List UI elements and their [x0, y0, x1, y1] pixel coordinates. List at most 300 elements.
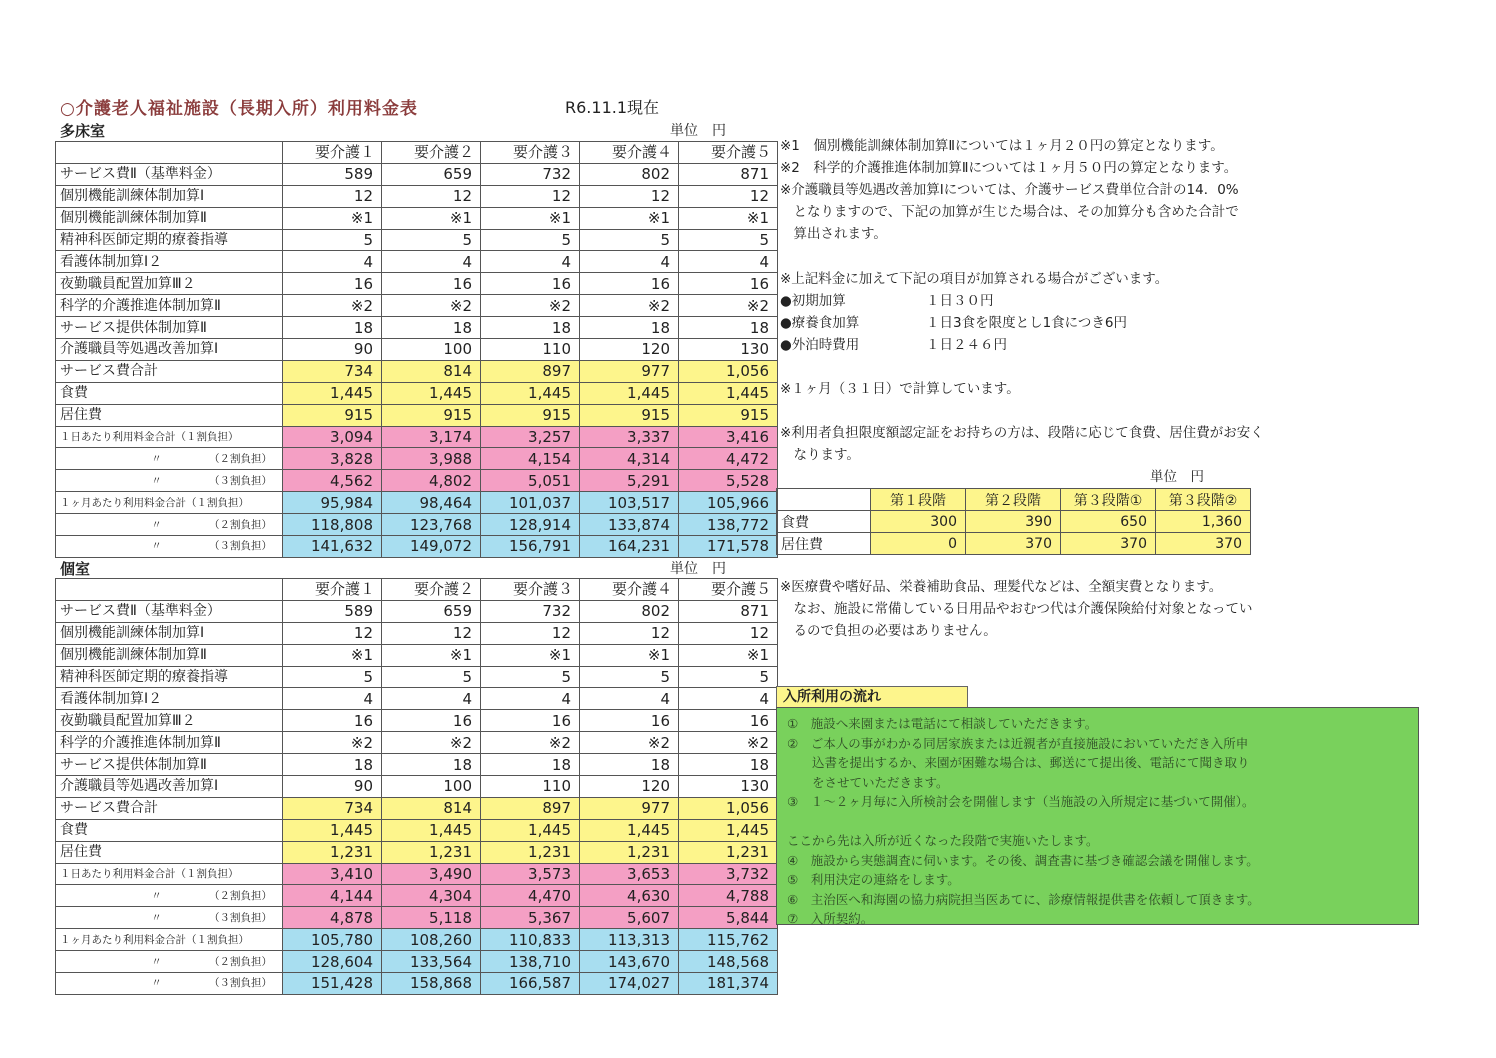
- table-cell: 149,072: [382, 536, 481, 558]
- table-cell: 16: [382, 273, 481, 295]
- table-cell: 105,966: [679, 492, 778, 514]
- table-cell: 12: [481, 622, 580, 644]
- table-cell: 3,732: [679, 863, 778, 885]
- note-line: ※医療費や嗜好品、栄養補助食品、理髪代などは、全額実費となります。: [780, 579, 1223, 595]
- table-cell: 171,578: [679, 536, 778, 558]
- table-row: [56, 426, 778, 448]
- table-row: [56, 710, 778, 732]
- table-cell: 90: [283, 339, 382, 361]
- table-cell: 4,562: [283, 470, 382, 492]
- row-label: １ヶ月あたり利用料金合計（１割負担）: [56, 929, 283, 951]
- row-label: 介護職員等処遇改善加算Ⅰ: [56, 339, 283, 361]
- note-line: ※介護職員等処遇改善加算Ⅰについては、介護サービス費単位合計の14．0%: [780, 182, 1239, 198]
- table-row: [56, 470, 778, 492]
- column-header: 要介護１: [283, 142, 382, 164]
- table-cell: 915: [580, 404, 679, 426]
- table-cell: 5: [580, 229, 679, 251]
- table-cell: 897: [481, 360, 580, 382]
- row-label: 〃 （２割負担）: [56, 951, 283, 973]
- table-cell: 3,257: [481, 426, 580, 448]
- extra-item-value: １日２４６円: [926, 337, 1007, 353]
- table-cell: 802: [580, 163, 679, 185]
- row-label: 〃 （３割負担）: [56, 470, 283, 492]
- table-cell: 5,528: [679, 470, 778, 492]
- table-cell: 1,445: [382, 382, 481, 404]
- table-cell: 5: [283, 666, 382, 688]
- table-cell: 370: [1156, 533, 1251, 555]
- table-cell: 5,607: [580, 907, 679, 929]
- row-label: 個別機能訓練体制加算Ⅰ: [56, 622, 283, 644]
- row-label: 〃 （３割負担）: [56, 536, 283, 558]
- table-cell: 3,490: [382, 863, 481, 885]
- date-label: R6.11.1現在: [565, 98, 660, 117]
- header-row: [56, 142, 778, 164]
- table-cell: 18: [580, 754, 679, 776]
- table-cell: 3,410: [283, 863, 382, 885]
- note-line: るので負担の必要はありません。: [780, 623, 997, 639]
- row-label: 居住費: [777, 533, 871, 555]
- table-row: [56, 448, 778, 470]
- table-cell: 151,428: [283, 973, 382, 995]
- table-cell: 1,445: [580, 819, 679, 841]
- row-label: １日あたり利用料金合計（１割負担）: [56, 863, 283, 885]
- table-cell: 3,094: [283, 426, 382, 448]
- table-cell: 5,844: [679, 907, 778, 929]
- table-cell: 164,231: [580, 536, 679, 558]
- table-row: [56, 863, 778, 885]
- table-cell: ※1: [283, 644, 382, 666]
- table-row: [56, 666, 778, 688]
- table-cell: 4,788: [679, 885, 778, 907]
- table-cell: 4,802: [382, 470, 481, 492]
- table-cell: 110: [481, 776, 580, 798]
- table-cell: 5,291: [580, 470, 679, 492]
- table-cell: 5: [679, 229, 778, 251]
- table-cell: 18: [283, 754, 382, 776]
- column-header: 要介護１: [283, 579, 382, 601]
- row-label: 個別機能訓練体制加算Ⅱ: [56, 644, 283, 666]
- extra-item: [780, 334, 1264, 356]
- table-cell: 1,445: [481, 819, 580, 841]
- table-cell: 3,828: [283, 448, 382, 470]
- table-cell: 16: [283, 273, 382, 295]
- row-label: サービス費Ⅱ（基準料金）: [56, 163, 283, 185]
- table-cell: 12: [283, 185, 382, 207]
- table-cell: 1,056: [679, 360, 778, 382]
- table-row: [56, 841, 778, 863]
- admission-flow-box: [776, 707, 1419, 925]
- section-title-private-room: 個室: [60, 560, 91, 578]
- table-cell: 1,056: [679, 797, 778, 819]
- table-cell: ※1: [679, 207, 778, 229]
- table-cell: 130: [679, 776, 778, 798]
- table-cell: 138,710: [481, 951, 580, 973]
- extra-item: [780, 290, 1264, 312]
- table-cell: 123,768: [382, 514, 481, 536]
- row-label: 〃 （２割負担）: [56, 514, 283, 536]
- table-cell: 5,118: [382, 907, 481, 929]
- table-cell: 12: [481, 185, 580, 207]
- table-cell: 5,051: [481, 470, 580, 492]
- row-label: 〃 （２割負担）: [56, 448, 283, 470]
- table-cell: 1,231: [481, 841, 580, 863]
- table-row: [56, 929, 778, 951]
- table-cell: 1,445: [283, 382, 382, 404]
- table-cell: 1,445: [580, 382, 679, 404]
- table-cell: 3,573: [481, 863, 580, 885]
- table-cell: 18: [481, 754, 580, 776]
- table-cell: 5: [481, 666, 580, 688]
- table-cell: 5: [679, 666, 778, 688]
- table-row: [56, 885, 778, 907]
- table-row: [56, 797, 778, 819]
- table-cell: 915: [481, 404, 580, 426]
- table-cell: 133,564: [382, 951, 481, 973]
- table-cell: 4: [283, 251, 382, 273]
- table-cell: 174,027: [580, 973, 679, 995]
- extra-item-name: ●外泊時費用: [780, 337, 860, 353]
- table-row: [56, 973, 778, 995]
- table-cell: ※2: [481, 295, 580, 317]
- table-cell: 3,416: [679, 426, 778, 448]
- row-label: 科学的介護推進体制加算Ⅱ: [56, 732, 283, 754]
- note-line: 算出されます。: [780, 226, 887, 242]
- table-cell: 1,231: [679, 841, 778, 863]
- table-cell: 12: [580, 622, 679, 644]
- table-cell: 871: [679, 163, 778, 185]
- extra-items: [780, 290, 1264, 356]
- table-cell: 4: [481, 688, 580, 710]
- table-cell: 113,313: [580, 929, 679, 951]
- table-cell: 0: [871, 533, 966, 555]
- table-cell: 1,445: [481, 382, 580, 404]
- table-cell: 128,604: [283, 951, 382, 973]
- table-cell: ※2: [283, 295, 382, 317]
- table-cell: 1,231: [283, 841, 382, 863]
- flow-line: 込書を提出するか、来園が困難な場合は、郵送にて提出後、電話にて聞き取り: [787, 755, 1250, 770]
- column-header: 要介護３: [481, 579, 580, 601]
- table-cell: 589: [283, 163, 382, 185]
- note-line: なお、施設に常備している日用品やおむつ代は介護保険給付対象となってい: [780, 601, 1253, 617]
- table-cell: 915: [382, 404, 481, 426]
- table-cell: 734: [283, 797, 382, 819]
- row-label: 夜勤職員配置加算Ⅲ２: [56, 710, 283, 732]
- table-cell: 4: [679, 251, 778, 273]
- table-row: [56, 492, 778, 514]
- row-label: 居住費: [56, 841, 283, 863]
- note-line: ※1 個別機能訓練体制加算Ⅱについては１ヶ月２０円の算定となります。: [780, 138, 1224, 154]
- table-row: [56, 600, 778, 622]
- table-cell: 16: [580, 273, 679, 295]
- table-cell: 101,037: [481, 492, 580, 514]
- table-cell: 732: [481, 600, 580, 622]
- table-cell: ※2: [580, 732, 679, 754]
- flow-line: ⑤ 利用決定の連絡をします。: [787, 872, 960, 887]
- table-cell: ※2: [382, 295, 481, 317]
- row-label: 個別機能訓練体制加算Ⅰ: [56, 185, 283, 207]
- table-cell: ※1: [283, 207, 382, 229]
- column-header: 第３段階②: [1156, 489, 1251, 511]
- table-cell: 90: [283, 776, 382, 798]
- table-row: [56, 339, 778, 361]
- row-label: １日あたり利用料金合計（１割負担）: [56, 426, 283, 448]
- table-row: [56, 514, 778, 536]
- table-cell: 103,517: [580, 492, 679, 514]
- row-label: 科学的介護推進体制加算Ⅱ: [56, 295, 283, 317]
- table-cell: 1,445: [679, 819, 778, 841]
- table-row: [56, 185, 778, 207]
- table-cell: 814: [382, 360, 481, 382]
- extra-item-value: １日3食を限度とし1食につき6円: [926, 315, 1127, 331]
- table-cell: ※1: [481, 207, 580, 229]
- row-label: 看護体制加算Ⅰ２: [56, 688, 283, 710]
- flow-title: 入所利用の流れ: [776, 686, 968, 708]
- table-cell: 4: [580, 251, 679, 273]
- table-cell: 4: [679, 688, 778, 710]
- flow-line: [787, 812, 1408, 832]
- header-row: [777, 489, 1251, 511]
- table-cell: 156,791: [481, 536, 580, 558]
- table-cell: 118,808: [283, 514, 382, 536]
- table-cell: 977: [580, 360, 679, 382]
- table-cell: 12: [679, 185, 778, 207]
- extra-item: [780, 312, 1264, 334]
- row-label: 夜勤職員配置加算Ⅲ２: [56, 273, 283, 295]
- table-row: [56, 622, 778, 644]
- table-cell: ※1: [580, 207, 679, 229]
- page-title: ○介護老人福祉施設（長期入所）利用料金表: [60, 99, 418, 119]
- header-blank: [56, 142, 283, 164]
- table-cell: 659: [382, 600, 481, 622]
- table-cell: 1,445: [382, 819, 481, 841]
- column-header: 要介護５: [679, 579, 778, 601]
- table-cell: 12: [382, 622, 481, 644]
- table-row: [56, 688, 778, 710]
- row-label: サービス費合計: [56, 360, 283, 382]
- table-cell: 4,470: [481, 885, 580, 907]
- row-label: 食費: [777, 511, 871, 533]
- table-cell: 115,762: [679, 929, 778, 951]
- stage-unit-label: 単位 円: [1150, 469, 1204, 485]
- table-cell: 589: [283, 600, 382, 622]
- table-cell: 5: [382, 666, 481, 688]
- table-row: [56, 229, 778, 251]
- table-cell: 659: [382, 163, 481, 185]
- flow-line: ① 施設へ来園または電話にて相談していただきます。: [787, 716, 1098, 731]
- table-cell: 3,988: [382, 448, 481, 470]
- flow-line: をさせていただきます。: [787, 774, 949, 790]
- column-header: 要介護４: [580, 142, 679, 164]
- table-cell: 18: [679, 317, 778, 339]
- extra-item-name: ●初期加算: [780, 293, 846, 309]
- table-cell: 390: [966, 511, 1061, 533]
- table-cell: 1,360: [1156, 511, 1251, 533]
- table-cell: 16: [679, 273, 778, 295]
- table-row: [56, 404, 778, 426]
- column-header: 第２段階: [966, 489, 1061, 511]
- table-cell: 12: [382, 185, 481, 207]
- cert-note-2: なります。: [780, 447, 860, 463]
- table-cell: 300: [871, 511, 966, 533]
- table-cell: 4,144: [283, 885, 382, 907]
- table-cell: ※2: [481, 732, 580, 754]
- private-room-fee-table: [55, 578, 778, 995]
- unit-label: 単位 円: [670, 123, 726, 139]
- table-cell: ※2: [580, 295, 679, 317]
- table-cell: 370: [966, 533, 1061, 555]
- table-cell: 18: [382, 317, 481, 339]
- table-cell: 95,984: [283, 492, 382, 514]
- table-cell: 4: [382, 251, 481, 273]
- flow-line: ここから先は入所が近くなった段階で実施いたします。: [787, 833, 1099, 848]
- row-label: 食費: [56, 819, 283, 841]
- table-cell: 16: [481, 273, 580, 295]
- table-row: [56, 776, 778, 798]
- stage-fee-table: [776, 488, 1251, 555]
- table-row: [777, 533, 1251, 555]
- extra-intro: ※上記料金に加えて下記の項目が加算される場合がございます。: [780, 271, 1169, 287]
- column-header: 要介護４: [580, 579, 679, 601]
- table-cell: 1,231: [382, 841, 481, 863]
- table-cell: 4,304: [382, 885, 481, 907]
- table-cell: 110,833: [481, 929, 580, 951]
- table-cell: 915: [283, 404, 382, 426]
- table-cell: 130: [679, 339, 778, 361]
- table-row: [56, 382, 778, 404]
- row-label: 看護体制加算Ⅰ２: [56, 251, 283, 273]
- table-row: [56, 732, 778, 754]
- column-header: 要介護３: [481, 142, 580, 164]
- table-cell: 977: [580, 797, 679, 819]
- table-cell: 12: [283, 622, 382, 644]
- cert-note: ※利用者負担限度額認定証をお持ちの方は、段階に応じて食費、居住費がお安く: [780, 425, 1264, 441]
- flow-line: ② ご本人の事がわかる同居家族または近親者が直接施設においていただき入所申: [787, 735, 1249, 751]
- table-cell: 98,464: [382, 492, 481, 514]
- extra-item-name: ●療養食加算: [780, 315, 860, 331]
- table-cell: 128,914: [481, 514, 580, 536]
- column-header: 要介護２: [382, 579, 481, 601]
- table-cell: 105,780: [283, 929, 382, 951]
- table-cell: 3,337: [580, 426, 679, 448]
- flow-line: ⑦ 入所契約。: [787, 911, 874, 926]
- table-cell: 138,772: [679, 514, 778, 536]
- table-cell: 814: [382, 797, 481, 819]
- table-cell: 148,568: [679, 951, 778, 973]
- table-cell: 18: [580, 317, 679, 339]
- table-cell: 1,445: [283, 819, 382, 841]
- table-cell: 4,314: [580, 448, 679, 470]
- table-cell: 734: [283, 360, 382, 382]
- table-cell: 5: [283, 229, 382, 251]
- table-cell: 18: [679, 754, 778, 776]
- unit-label: 単位 円: [670, 561, 726, 577]
- table-cell: 4: [382, 688, 481, 710]
- table-row: [56, 754, 778, 776]
- header-blank: [777, 489, 871, 511]
- table-cell: 16: [481, 710, 580, 732]
- table-cell: 16: [382, 710, 481, 732]
- row-label: サービス費Ⅱ（基準料金）: [56, 600, 283, 622]
- column-header: 要介護２: [382, 142, 481, 164]
- table-cell: 143,670: [580, 951, 679, 973]
- notes-extra: [780, 268, 1264, 466]
- flow-line: ⑥ 主治医へ和海園の協力病院担当医あてに、診療情報提供書を依頼して頂きます。: [787, 891, 1260, 907]
- table-row: [56, 317, 778, 339]
- table-cell: 5: [382, 229, 481, 251]
- table-cell: 3,653: [580, 863, 679, 885]
- row-label: 居住費: [56, 404, 283, 426]
- table-cell: 110: [481, 339, 580, 361]
- table-cell: 4,878: [283, 907, 382, 929]
- table-row: [56, 536, 778, 558]
- table-cell: 4: [283, 688, 382, 710]
- table-cell: 181,374: [679, 973, 778, 995]
- table-cell: 871: [679, 600, 778, 622]
- note-line: ※2 科学的介護推進体制加算Ⅱについては１ヶ月５０円の算定となります。: [780, 160, 1238, 176]
- table-cell: 100: [382, 339, 481, 361]
- table-cell: 100: [382, 776, 481, 798]
- table-cell: 802: [580, 600, 679, 622]
- table-row: [56, 251, 778, 273]
- table-cell: 12: [580, 185, 679, 207]
- extra-item-value: １日３０円: [926, 293, 994, 309]
- table-cell: 897: [481, 797, 580, 819]
- table-cell: 4: [481, 251, 580, 273]
- table-cell: 732: [481, 163, 580, 185]
- table-cell: 18: [481, 317, 580, 339]
- table-cell: 4: [580, 688, 679, 710]
- table-row: [56, 907, 778, 929]
- table-cell: 16: [580, 710, 679, 732]
- notes-bottom: [780, 576, 1253, 642]
- table-cell: 4,472: [679, 448, 778, 470]
- table-row: [777, 511, 1251, 533]
- table-row: [56, 273, 778, 295]
- section-title-shared-room: 多床室: [60, 122, 106, 140]
- table-cell: ※1: [580, 644, 679, 666]
- table-cell: ※1: [679, 644, 778, 666]
- table-cell: ※1: [481, 644, 580, 666]
- row-label: 個別機能訓練体制加算Ⅱ: [56, 207, 283, 229]
- flow-line: ④ 施設から実態調査に伺います。その後、調査書に基づき確認会議を開催します。: [787, 852, 1259, 868]
- table-cell: ※2: [679, 732, 778, 754]
- table-row: [56, 819, 778, 841]
- table-cell: ※2: [382, 732, 481, 754]
- table-cell: 1,231: [580, 841, 679, 863]
- row-label: 〃 （３割負担）: [56, 907, 283, 929]
- table-row: [56, 360, 778, 382]
- row-label: 介護職員等処遇改善加算Ⅰ: [56, 776, 283, 798]
- row-label: 〃 （３割負担）: [56, 973, 283, 995]
- table-cell: 120: [580, 776, 679, 798]
- table-row: [56, 295, 778, 317]
- note-line: となりますので、下記の加算が生じた場合は、その加算分も含めた合計で: [780, 204, 1239, 220]
- table-cell: 16: [679, 710, 778, 732]
- table-cell: 5: [481, 229, 580, 251]
- table-cell: ※2: [679, 295, 778, 317]
- table-cell: ※2: [283, 732, 382, 754]
- row-label: １ヶ月あたり利用料金合計（１割負担）: [56, 492, 283, 514]
- table-cell: ※1: [382, 644, 481, 666]
- table-cell: 650: [1061, 511, 1156, 533]
- row-label: 精神科医師定期的療養指導: [56, 229, 283, 251]
- table-cell: 370: [1061, 533, 1156, 555]
- table-cell: 141,632: [283, 536, 382, 558]
- row-label: 精神科医師定期的療養指導: [56, 666, 283, 688]
- table-cell: 158,868: [382, 973, 481, 995]
- table-cell: ※1: [382, 207, 481, 229]
- shared-room-fee-table: [55, 141, 778, 558]
